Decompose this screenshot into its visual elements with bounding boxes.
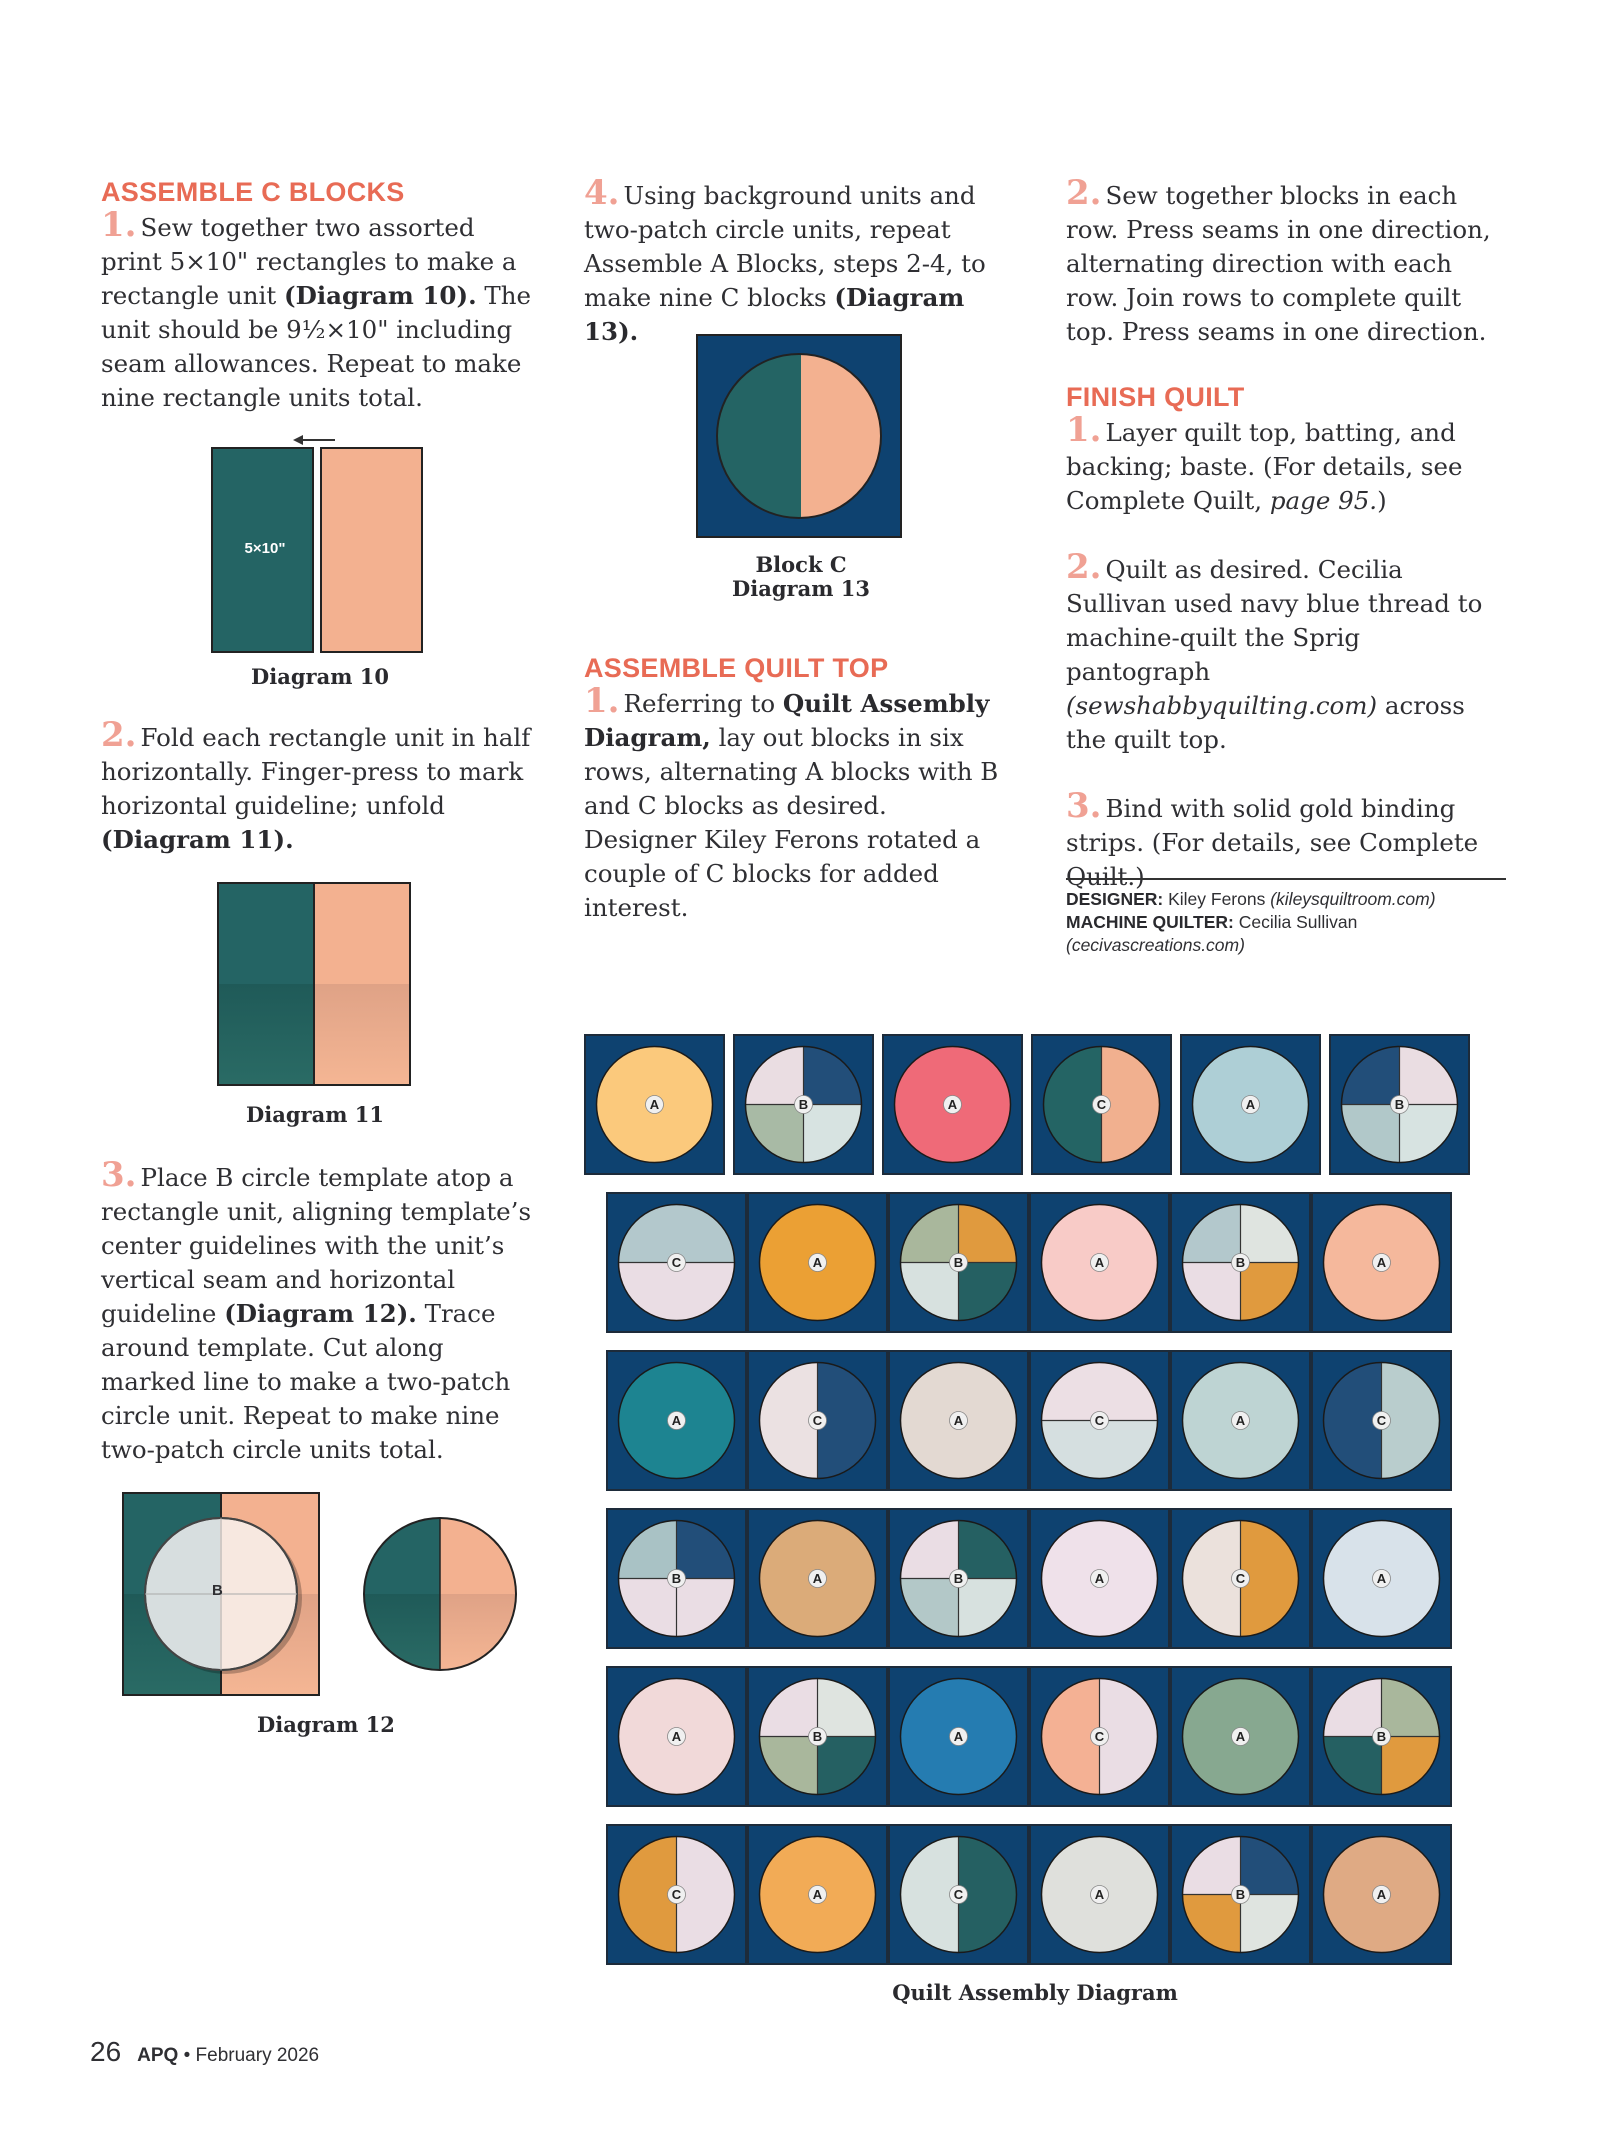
heading-assemble-quilt-top: ASSEMBLE QUILT TOP <box>584 653 889 683</box>
quilt-block <box>883 1035 1022 1174</box>
block-type-label: B <box>671 1571 682 1586</box>
block-type-label: B <box>953 1571 964 1586</box>
diagram-11 <box>215 880 415 1140</box>
block-type-label: A <box>1376 1887 1387 1902</box>
source-reference: (sewshabbyquilting.com) <box>1066 691 1378 720</box>
quilt-assembly-diagram <box>584 1034 1486 2014</box>
block-type-label: A <box>947 1097 958 1112</box>
quilt-block <box>748 1351 887 1490</box>
heading-assemble-c-blocks: ASSEMBLE C BLOCKS <box>101 177 405 207</box>
step-f1 <box>1066 410 1506 518</box>
step-c3 <box>101 1155 541 1467</box>
column-1-step2 <box>101 715 541 889</box>
step-q2 <box>1066 173 1506 349</box>
step-text: Fold each rectangle unit in half horizontally. Finger-press to mark horizontal guideline; unfold <box>101 723 531 820</box>
quilt-block <box>1312 1193 1451 1332</box>
quilt-block <box>1032 1035 1171 1174</box>
quilt-block <box>1171 1667 1310 1806</box>
step-number: 2. <box>1066 547 1102 587</box>
quilt-assembly-art <box>584 1034 1486 1974</box>
quilt-block <box>1171 1825 1310 1964</box>
step-number: 2. <box>101 715 137 755</box>
step-number: 1. <box>584 681 620 721</box>
block-type-label: B <box>1394 1097 1405 1112</box>
step-number: 1. <box>101 205 137 245</box>
block-type-label: A <box>812 1887 823 1902</box>
quilt-block <box>1181 1035 1320 1174</box>
block-type-label: C <box>1096 1097 1107 1112</box>
quilt-block <box>1030 1509 1169 1648</box>
quilt-block <box>1312 1351 1451 1490</box>
quilt-row-6 <box>607 1825 1451 1964</box>
quilt-block <box>1312 1667 1451 1806</box>
step-number: 3. <box>101 1155 137 1195</box>
block-type-label: A <box>812 1255 823 1270</box>
step-text: across the quilt top. <box>1066 691 1465 754</box>
heading-finish-quilt: FINISH QUILT <box>1066 382 1245 412</box>
issue-date: • February 2026 <box>178 2045 320 2066</box>
block-type-label: B <box>1235 1887 1246 1902</box>
page-number: 26 <box>90 2036 122 2067</box>
step-number: 1. <box>1066 410 1102 450</box>
quilt-row-5 <box>607 1667 1451 1806</box>
quilt-block <box>734 1035 873 1174</box>
block-type-label: A <box>953 1729 964 1744</box>
step-text: ) <box>1377 486 1387 515</box>
block-type-label: B <box>1235 1255 1246 1270</box>
diagram-10 <box>205 430 435 690</box>
quilt-row-4 <box>607 1509 1451 1648</box>
quilt-block <box>1030 1825 1169 1964</box>
step-text: Bind with solid gold binding strips. (For details, see Complete Quilt.) <box>1066 794 1479 891</box>
diagram-13-block-c <box>696 334 906 604</box>
quilt-block <box>585 1035 724 1174</box>
quilt-block <box>1171 1509 1310 1648</box>
column-2-assemble <box>584 652 1004 957</box>
column-1-step3 <box>101 1155 541 1499</box>
diagram-12 <box>120 1490 520 1740</box>
diagram-10-size-label: 5×10" <box>244 540 286 557</box>
quilt-block <box>1030 1193 1169 1332</box>
block-type-label: A <box>649 1097 660 1112</box>
column-1 <box>101 176 541 415</box>
step-f2 <box>1066 547 1506 757</box>
diagram-reference: (Diagram 11). <box>101 825 294 854</box>
designer-credit <box>1066 888 1506 911</box>
block-type-label: A <box>812 1571 823 1586</box>
block-type-label: A <box>671 1413 682 1428</box>
step-q1 <box>584 681 1004 925</box>
quilt-block <box>889 1351 1028 1490</box>
quilt-block <box>748 1193 887 1332</box>
quilter-website: (cecivascreations.com) <box>1066 935 1245 955</box>
step-text: The unit should be 9½×10" including seam allowances. Repeat to make nine rectangle units total. <box>101 281 532 412</box>
step-text: Trace around template. Cut along marked line to make a two-patch circle unit. Repeat to make nine two-patch circle units total. <box>101 1299 511 1464</box>
block-type-label: A <box>1235 1729 1246 1744</box>
quilt-block <box>889 1667 1028 1806</box>
step-number: 2. <box>1066 173 1102 213</box>
step-text: Using background units and two-patch circle units, repeat Assemble A Blocks, steps 2-4, to make nine C blocks <box>584 181 986 312</box>
quilt-block <box>748 1509 887 1648</box>
quilt-row-3 <box>607 1351 1451 1490</box>
block-type-label: A <box>953 1413 964 1428</box>
quilt-block <box>889 1509 1028 1648</box>
diagram-reference: (Diagram 10). <box>284 281 477 310</box>
step-text: Layer quilt top, batting, and backing; baste. (For details, see Complete Quilt, <box>1066 418 1463 515</box>
block-type-label: A <box>1094 1887 1105 1902</box>
step-text: Place B circle template atop a rectangle unit, aligning template’s center guidelines with the unit’s vertical seam and horizontal guideline <box>101 1163 532 1328</box>
diagram-reference: Quilt Assembly Diagram, <box>584 689 990 752</box>
step-text: Referring to <box>623 689 783 718</box>
block-type-label: A <box>1235 1413 1246 1428</box>
diagram-12-art <box>120 1490 520 1700</box>
block-type-label: C <box>953 1887 964 1902</box>
block-type-label: A <box>671 1729 682 1744</box>
page-reference: page 95. <box>1269 486 1378 515</box>
block-type-label: C <box>671 1887 682 1902</box>
designer-label: DESIGNER: <box>1066 889 1164 909</box>
step-text: Quilt as desired. Cecilia Sullivan used navy blue thread to machine-quilt the Sprig pantograph <box>1066 555 1483 686</box>
quilt-block <box>1171 1193 1310 1332</box>
quilter-website-line <box>1066 934 1506 957</box>
diagram-reference: (Diagram 13). <box>584 283 965 346</box>
quilt-block <box>748 1825 887 1964</box>
quilt-block <box>1312 1825 1451 1964</box>
quilt-block <box>607 1825 746 1964</box>
template-b-label: B <box>212 1582 223 1599</box>
column-3 <box>1066 173 1506 894</box>
block-type-label: C <box>1094 1729 1105 1744</box>
quilter-credit <box>1066 911 1506 934</box>
quilt-block <box>1312 1509 1451 1648</box>
block-type-label: A <box>1094 1571 1105 1586</box>
block-type-label: C <box>671 1255 682 1270</box>
quilt-block <box>607 1193 746 1332</box>
step-c2 <box>101 715 541 857</box>
block-type-label: A <box>1376 1571 1387 1586</box>
quilter-name: Cecilia Sullivan <box>1233 912 1358 932</box>
block-type-label: C <box>1094 1413 1105 1428</box>
block-type-label: A <box>1376 1255 1387 1270</box>
quilter-label: MACHINE QUILTER: <box>1066 912 1234 932</box>
quilt-block <box>1330 1035 1469 1174</box>
quilt-block <box>607 1667 746 1806</box>
quilt-assembly-caption: Quilt Assembly Diagram <box>892 1980 1178 2005</box>
block-c-caption: Block C <box>755 552 847 577</box>
block-type-label: A <box>1094 1255 1105 1270</box>
quilt-block <box>1030 1667 1169 1806</box>
quilt-block <box>607 1351 746 1490</box>
block-type-label: C <box>1235 1571 1246 1586</box>
block-type-label: B <box>798 1097 809 1112</box>
block-c-art <box>696 334 906 540</box>
quilt-row-2 <box>607 1193 1451 1332</box>
quilt-row-1 <box>585 1035 1469 1174</box>
step-text: lay out blocks in six rows, alternating A blocks with B and C blocks as desired. Designer Kiley Ferons rotated a couple of C blocks for added interest. <box>584 723 999 922</box>
step-c4 <box>584 173 1004 349</box>
credits <box>1066 878 1506 957</box>
page-footer <box>90 2036 319 2068</box>
designer-website: (kileysquiltroom.com) <box>1270 889 1436 909</box>
quilt-block <box>889 1825 1028 1964</box>
quilt-block <box>1030 1351 1169 1490</box>
diagram-11-art <box>215 880 415 1090</box>
block-type-label: B <box>953 1255 964 1270</box>
quilt-block <box>607 1509 746 1648</box>
magazine-name: APQ <box>137 2045 179 2066</box>
quilt-block <box>748 1667 887 1806</box>
step-c1 <box>101 205 541 415</box>
quilt-block <box>1171 1351 1310 1490</box>
block-type-label: C <box>1376 1413 1387 1428</box>
block-type-label: B <box>812 1729 823 1744</box>
step-text: Sew together two assorted print 5×10" rectangles to make a rectangle unit <box>101 213 517 310</box>
step-text: Sew together blocks in each row. Press seams in one direction, alternating direction with each row. Join rows to complete quilt top. Press seams in one direction. <box>1066 181 1491 346</box>
quilt-block <box>889 1193 1028 1332</box>
step-number: 4. <box>584 173 620 213</box>
diagram-11-caption: Diagram 11 <box>246 1102 384 1127</box>
diagram-13-caption: Diagram 13 <box>732 576 870 601</box>
block-type-label: C <box>812 1413 823 1428</box>
block-type-label: B <box>1376 1729 1387 1744</box>
block-type-label: A <box>1245 1097 1256 1112</box>
step-number: 3. <box>1066 786 1102 826</box>
designer-name: Kiley Ferons <box>1163 889 1271 909</box>
diagram-12-caption: Diagram 12 <box>257 1712 395 1737</box>
diagram-reference: (Diagram 12). <box>224 1299 417 1328</box>
diagram-10-caption: Diagram 10 <box>251 664 389 689</box>
